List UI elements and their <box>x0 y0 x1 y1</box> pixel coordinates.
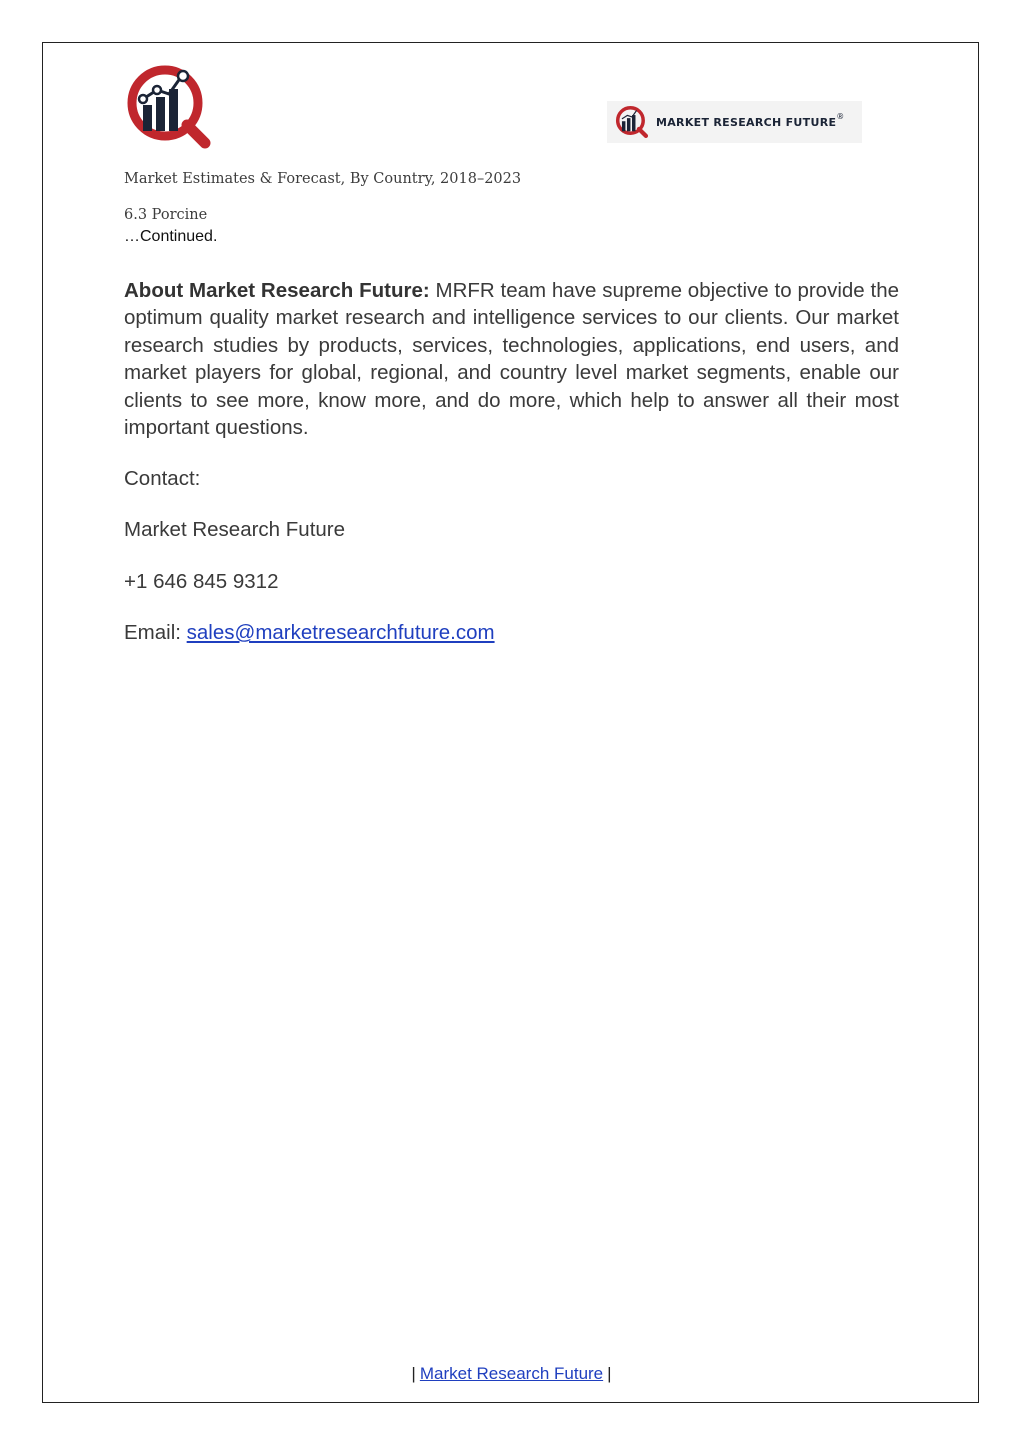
contact-phone: +1 646 845 9312 <box>124 570 279 593</box>
wordmark-text: MARKET RESEARCH FUTURE <box>656 115 837 129</box>
footer <box>0 1364 1023 1384</box>
about-paragraph <box>124 277 899 441</box>
email-label: Email: <box>124 621 187 644</box>
mrfr-small-logo-icon <box>613 105 651 139</box>
footer-link[interactable]: Market Research Future <box>419 1364 604 1383</box>
contact-email-line <box>124 621 495 645</box>
registered-mark: ® <box>836 111 845 121</box>
doc-subtitle: Market Estimates & Forecast, By Country, 2018–2023 <box>124 171 522 187</box>
footer-separator-left: | <box>411 1364 416 1383</box>
section-heading: 6.3 Porcine <box>124 207 208 223</box>
contact-label: Contact: <box>124 467 201 490</box>
page-frame <box>42 42 979 1403</box>
email-link[interactable]: sales@marketresearchfuture.com <box>186 621 495 644</box>
about-heading: About Market Research Future: <box>124 279 430 302</box>
contact-company: Market Research Future <box>124 518 346 541</box>
footer-separator-right: | <box>607 1364 612 1383</box>
continued-note: …Continued. <box>124 228 218 245</box>
mrfr-wordmark-logo <box>607 101 862 143</box>
about-body: MRFR team have supreme objective to provide the optimum quality market research and intelligence services to our clients. Our market research studies by products, services, technologies, applications, end users, and market players for global, regional, and country level market segments, enable our clients to see more, know more, and do more, which help to answer all their most important questions. <box>124 279 900 440</box>
mrfr-logo-icon <box>125 63 213 151</box>
